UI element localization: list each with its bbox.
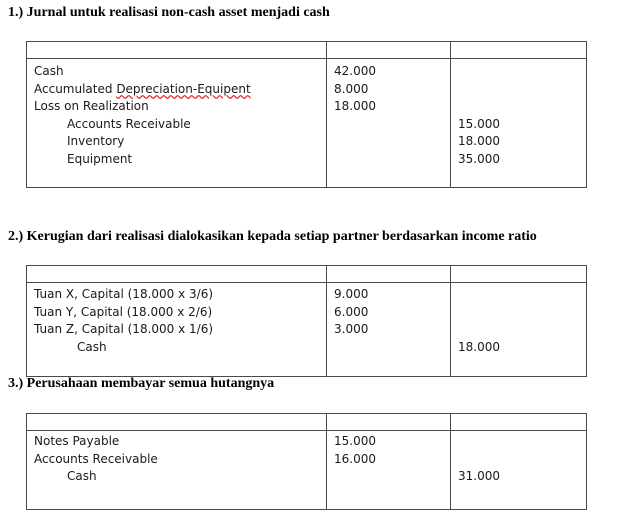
debit-value: 15.000 (334, 434, 376, 448)
table-header-row (27, 42, 587, 59)
table-body-row (27, 59, 587, 188)
debit-column (327, 283, 451, 377)
debit-value: 18.000 (334, 99, 376, 113)
debit-column (327, 431, 451, 510)
table-body-row (27, 431, 587, 510)
journal-table-3 (26, 413, 587, 510)
account-column (27, 431, 327, 510)
credit-value: 18.000 (458, 134, 500, 148)
table-body-row (27, 283, 587, 377)
account-cash: Cash (77, 339, 107, 354)
spellcheck-marked-text: Depreciation-Equipent (116, 81, 251, 96)
header-cell-account (27, 266, 327, 283)
credit-spacer (451, 451, 586, 469)
account-column (27, 59, 327, 188)
section-2-heading: 2.) Kerugian dari realisasi dialokasikan kepada setiap partner berdasarkan income ratio (8, 229, 537, 244)
account-tuan-x-capital: Tuan X, Capital (18.000 x 3/6) (34, 287, 214, 301)
table-header-row (27, 266, 587, 283)
credit-spacer (451, 98, 586, 116)
credit-spacer (451, 286, 586, 304)
debit-value: 8.000 (334, 81, 369, 96)
header-cell-account (27, 42, 327, 59)
credit-spacer (451, 63, 586, 81)
debit-value: 3.000 (334, 322, 369, 336)
header-cell-account (27, 414, 327, 431)
credit-column (451, 283, 587, 377)
header-cell-debit (327, 42, 451, 59)
credit-value: 15.000 (458, 116, 500, 131)
header-cell-credit (451, 414, 587, 431)
credit-value: 31.000 (458, 469, 500, 483)
header-cell-credit (451, 42, 587, 59)
account-loss-on-realization: Loss on Realization (34, 99, 149, 113)
account-tuan-z-capital: Tuan Z, Capital (18.000 x 1/6) (34, 322, 214, 336)
debit-value: 9.000 (334, 287, 369, 301)
account-accumulated-depreciation (27, 81, 326, 99)
debit-value: 6.000 (334, 304, 369, 319)
account-equipment: Equipment (67, 151, 133, 166)
debit-value: 16.000 (334, 451, 376, 466)
credit-column (451, 59, 587, 188)
credit-spacer (451, 321, 586, 339)
header-cell-debit (327, 414, 451, 431)
header-cell-debit (327, 266, 451, 283)
section-1-heading: 1.) Jurnal untuk realisasi non-cash asset menjadi cash (8, 5, 330, 20)
account-cash: Cash (67, 469, 97, 483)
account-accounts-receivable: Accounts Receivable (34, 451, 158, 466)
header-cell-credit (451, 266, 587, 283)
journal-table-1 (26, 41, 587, 188)
debit-value: 42.000 (334, 64, 376, 78)
account-tuan-y-capital: Tuan Y, Capital (18.000 x 2/6) (34, 304, 213, 319)
account-inventory: Inventory (67, 134, 125, 148)
account-cash: Cash (34, 64, 64, 78)
credit-spacer (451, 81, 586, 99)
account-notes-payable: Notes Payable (34, 434, 120, 448)
credit-spacer (451, 433, 586, 451)
section-3-heading: 3.) Perusahaan membayar semua hutangnya (8, 376, 275, 391)
debit-column (327, 59, 451, 188)
credit-spacer (451, 304, 586, 322)
credit-value: 35.000 (458, 151, 500, 166)
credit-column (451, 431, 587, 510)
account-column (27, 283, 327, 377)
journal-table-2 (26, 265, 587, 377)
account-prefix: Accumulated (34, 81, 117, 96)
account-accounts-receivable: Accounts Receivable (67, 116, 191, 131)
table-header-row (27, 414, 587, 431)
credit-value: 18.000 (458, 339, 500, 354)
